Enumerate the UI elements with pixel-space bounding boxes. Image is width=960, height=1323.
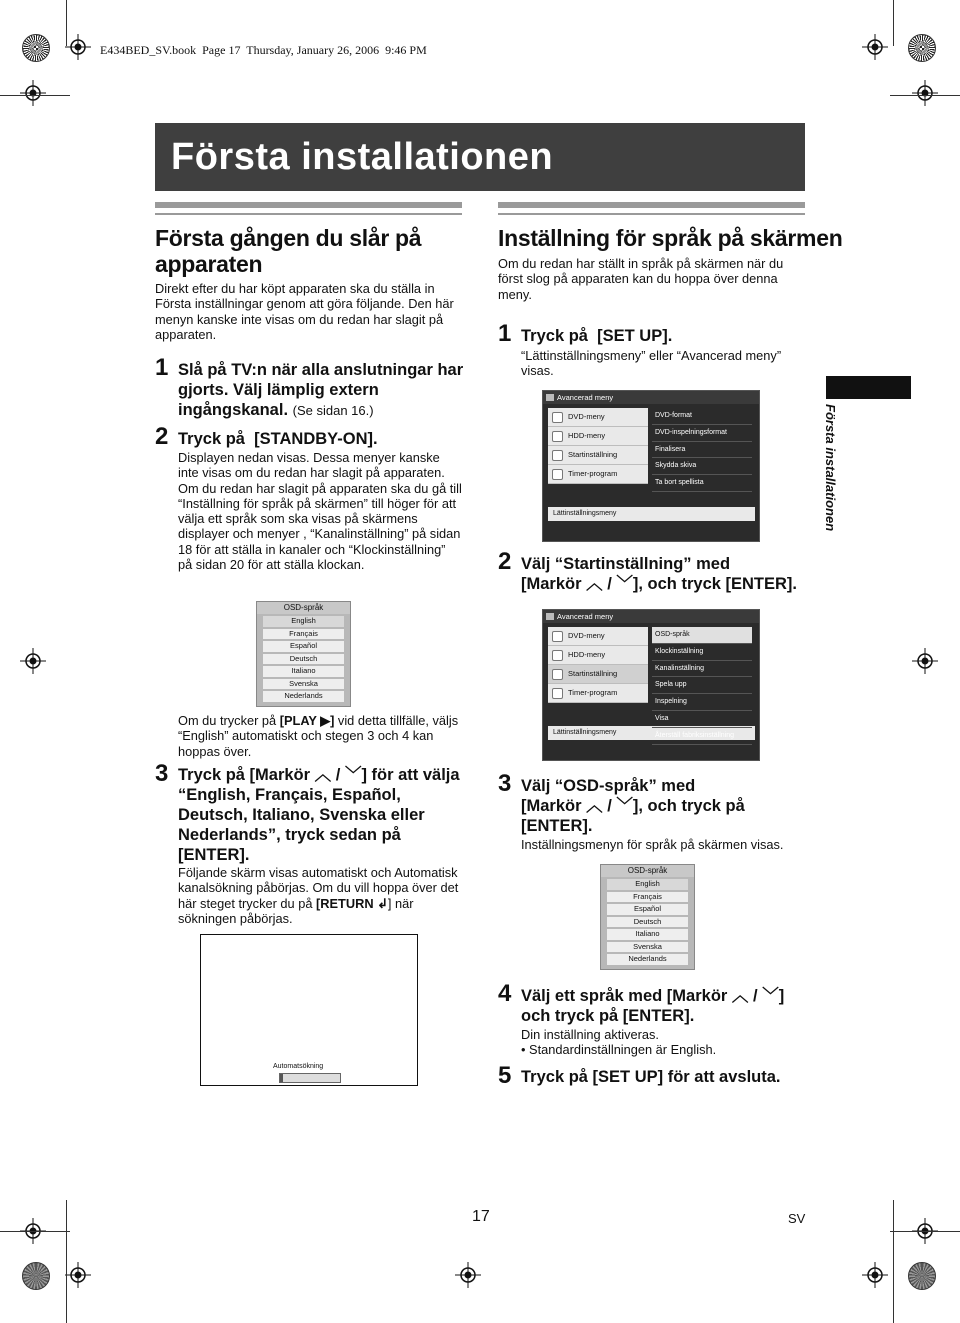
advanced-menu-title: Avancerad meny xyxy=(557,393,614,402)
page-reference: (Se sidan 16.) xyxy=(292,403,374,418)
crop-mark xyxy=(0,95,70,96)
crop-mark xyxy=(893,0,894,46)
registration-rosette-bl xyxy=(22,1262,50,1290)
easy-menu-link[interactable]: Lättinställningsmeny xyxy=(548,726,755,740)
intro-text: Direkt efter du har köpt apparaten ska du ställa in Första inställningar genom att göra följande. Den här menyn kanske inte visas om du redan har slagit på apparaten. xyxy=(155,281,454,342)
play-note xyxy=(178,713,468,759)
advanced-menu-screen xyxy=(542,390,760,542)
return-end: ] när sökningen påbörjas. xyxy=(178,895,414,926)
auto-search-screen xyxy=(200,934,418,1086)
wrench-icon xyxy=(552,669,563,680)
section-bar xyxy=(155,202,462,208)
submenu-item-selected[interactable]: OSD-språk xyxy=(652,627,752,644)
step-number: 1 xyxy=(498,320,512,347)
step-number: 4 xyxy=(498,980,512,1007)
step-3-end: ] för att välja “English, Français, Español, Deutsch, Italiano, Svenska eller Nederlands”, tryck sedan på [ENTER]. xyxy=(178,766,460,864)
osd-step-2-text: Välj “Startinställning” med [Markör ︿ / ﹀], och tryck [ENTER]. xyxy=(521,555,797,593)
osd-step-1-text: Tryck på [SET UP]. xyxy=(521,327,673,345)
submenu-item[interactable]: DVD-inspelningsformat xyxy=(652,425,752,442)
step-3-sep: / xyxy=(335,766,341,784)
menu-item-selected[interactable]: Startinställning xyxy=(548,665,648,684)
step-number: 1 xyxy=(155,354,169,381)
step-3-text xyxy=(178,765,468,865)
side-tab-label-wrap xyxy=(816,404,840,534)
crosshair-icon xyxy=(912,648,938,674)
step-3-desc-text: Följande skärm visas automatiskt och Automatisk kanalsökning påbörjas. Om du vill hoppa över det här steget trycker du på xyxy=(178,865,459,911)
submenu-item[interactable]: DVD-format xyxy=(652,408,752,425)
osd-option[interactable]: Deutsch xyxy=(607,917,688,928)
osd-step-4-desc: Din inställning aktiveras. • Standardinställningen är English. xyxy=(521,1027,717,1058)
submenu-item[interactable]: Kanalinställning xyxy=(652,661,752,678)
easy-menu-link[interactable]: Lättinställningsmeny xyxy=(548,507,755,521)
menu-item[interactable]: Startinställning xyxy=(548,446,648,465)
osd-option[interactable]: Nederlands xyxy=(607,954,688,965)
cursor-up-icon: ︿ xyxy=(586,575,603,593)
menu-item[interactable]: Timer-program xyxy=(548,465,648,484)
menu-icon xyxy=(546,394,554,401)
osd-menu-title: OSD-språk xyxy=(257,602,350,614)
section-heading-osd-language: Inställning för språk på skärmen xyxy=(498,225,843,251)
step-1-text: Slå på TV:n när alla anslutningar har gjorts. Välj lämplig extern ingångskanal. xyxy=(178,361,464,419)
crop-mark xyxy=(890,1231,960,1232)
play-note-text: Om du trycker på xyxy=(178,713,280,728)
play-triangle-icon: ▶ xyxy=(320,713,331,728)
osd-option[interactable]: Nederlands xyxy=(263,691,344,702)
step-2-description: Displayen nedan visas. Dessa menyer kanske inte visas om du redan har slagit på apparaten. Om du redan har slagit på apparaten ska du gå till “Inställning för språk på skärmen” till höger för att välja ett språk som ska visas på skärmens displayer och menyer , “Kanalinställning” på sidan 18 för att ställa in kanaler och “Klockinställning” på sidan 20 för att ställa klockan. xyxy=(178,450,462,573)
play-key: [PLAY ▶] xyxy=(279,713,335,728)
osd-option[interactable]: Svenska xyxy=(607,942,688,953)
crosshair-icon xyxy=(65,1262,91,1288)
osd-language-menu-2: OSD-språk English Français Español Deutsch Italiano Svenska Nederlands xyxy=(600,864,695,970)
book-header-meta: E434BED_SV.book Page 17 Thursday, January 26, 2006 9:46 PM xyxy=(100,43,427,57)
crop-mark xyxy=(893,1200,894,1323)
crop-mark xyxy=(66,1200,67,1323)
step-3-description xyxy=(178,865,468,926)
osd-step-4-text: Välj ett språk med [Markör ︿ / ﹀] och tryck på [ENTER]. xyxy=(521,987,785,1025)
cursor-down-icon: ﹀ xyxy=(616,797,633,815)
crosshair-icon xyxy=(65,34,91,60)
osd-step-3-text: Välj “OSD-språk” med [Markör ︿ / ﹀], och tryck på [ENTER]. xyxy=(521,777,745,835)
return-arrow-icon: ↲ xyxy=(377,895,388,911)
submenu-item[interactable]: Finalisera xyxy=(652,442,752,459)
osd-option[interactable]: Français xyxy=(607,892,688,903)
registration-rosette-br xyxy=(908,1262,936,1290)
auto-search-progress xyxy=(279,1073,341,1083)
step-3-part: Tryck på [Markör xyxy=(178,766,311,784)
step-number: 2 xyxy=(155,423,169,450)
page-title: Första installationen xyxy=(171,136,554,178)
timer-icon xyxy=(552,688,563,699)
cursor-down-icon: ﹀ xyxy=(344,766,362,784)
menu-item[interactable]: DVD-meny xyxy=(548,627,648,646)
step-number: 3 xyxy=(498,770,512,797)
registration-rosette-tl xyxy=(22,34,50,62)
menu-icon xyxy=(546,613,554,620)
submenu-item[interactable]: Återställ fabriksinställning xyxy=(652,728,752,745)
osd-option[interactable]: English xyxy=(607,879,688,890)
cursor-up-icon: ︿ xyxy=(586,797,603,815)
step-number: 5 xyxy=(498,1062,512,1089)
crosshair-icon xyxy=(20,80,46,106)
crosshair-icon xyxy=(455,1262,481,1288)
crop-mark xyxy=(66,0,67,46)
registration-rosette-tr xyxy=(908,34,936,62)
submenu-item[interactable]: Inspelning xyxy=(652,694,752,711)
submenu-item[interactable]: Skydda skiva xyxy=(652,458,752,475)
osd-option[interactable]: Deutsch xyxy=(263,654,344,665)
osd-option[interactable]: English xyxy=(263,616,344,627)
section-rule xyxy=(498,213,805,215)
auto-search-label: Automatsökning xyxy=(273,1063,324,1070)
timer-icon xyxy=(552,469,563,480)
osd-step-1-desc: “Lättinställningsmeny” eller “Avancerad meny” visas. xyxy=(521,348,782,379)
osd-option[interactable]: Italiano xyxy=(607,929,688,940)
side-tab-label: Första installationen xyxy=(823,404,838,532)
menu-item[interactable]: Timer-program xyxy=(548,684,648,703)
step-2-text: Tryck på [STANDBY-ON]. xyxy=(178,430,378,448)
language-code: SV xyxy=(788,1211,806,1226)
step-text xyxy=(178,360,468,421)
osd-step-3-desc: Inställningsmenyn för språk på skärmen visas. xyxy=(521,837,784,852)
hdd-icon xyxy=(552,431,563,442)
menu-item[interactable]: HDD-meny xyxy=(548,646,648,665)
osd-option[interactable]: Español xyxy=(607,904,688,915)
section-heading-first-start: Första gången du slår på apparaten xyxy=(155,225,422,277)
disc-icon xyxy=(552,631,563,642)
crosshair-icon xyxy=(20,648,46,674)
side-tab xyxy=(826,376,911,399)
play-note-text-2: vid detta tillfälle, väljs “English” automatiskt och stegen 3 och 4 kan hoppas över. xyxy=(178,713,459,759)
cursor-down-icon: ﹀ xyxy=(762,987,779,1005)
submenu-item[interactable]: Spela upp xyxy=(652,677,752,694)
menu-item[interactable]: HDD-meny xyxy=(548,427,648,446)
auto-search-progress-fill xyxy=(280,1074,283,1082)
cursor-up-icon: ︿ xyxy=(314,766,332,784)
disc-icon xyxy=(552,412,563,423)
step-number: 2 xyxy=(498,548,512,575)
cursor-up-icon: ︿ xyxy=(731,987,749,1005)
osd-intro-text: Om du redan har ställt in språk på skärmen när du först slog på apparaten kan du hoppa över denna meny. xyxy=(498,256,784,302)
crosshair-icon xyxy=(862,1262,888,1288)
return-key: [RETURN xyxy=(316,895,374,911)
osd-option[interactable]: Français xyxy=(263,629,344,640)
advanced-menu-screen-2: Avancerad meny DVD-meny HDD-meny Startinställning Timer-program Lättinställningsmeny OSD-språk Klockinställning Kanalinställning Spela upp Inspelning Visa Återställ fabriksinställning xyxy=(542,609,760,761)
osd-option[interactable]: Español xyxy=(263,641,344,652)
osd-option[interactable]: Italiano xyxy=(263,666,344,677)
page-title-bar xyxy=(155,123,805,191)
section-bar xyxy=(498,202,805,208)
hdd-icon xyxy=(552,650,563,661)
crosshair-icon xyxy=(862,34,888,60)
step-number: 3 xyxy=(155,760,169,787)
submenu-item[interactable]: Visa xyxy=(652,711,752,728)
submenu-item[interactable]: Klockinställning xyxy=(652,644,752,661)
menu-item[interactable]: DVD-meny xyxy=(548,408,648,427)
section-rule xyxy=(155,213,462,215)
page-number: 17 xyxy=(472,1208,490,1225)
wrench-icon xyxy=(552,450,563,461)
osd-option[interactable]: Svenska xyxy=(263,679,344,690)
osd-language-menu xyxy=(256,601,351,707)
cursor-down-icon: ﹀ xyxy=(616,575,633,593)
crop-mark xyxy=(0,1231,70,1232)
crop-mark xyxy=(890,95,960,96)
osd-step-5-text: Tryck på [SET UP] för att avsluta. xyxy=(521,1068,781,1086)
crosshair-icon xyxy=(912,80,938,106)
submenu-item[interactable]: Ta bort spellista xyxy=(652,475,752,492)
